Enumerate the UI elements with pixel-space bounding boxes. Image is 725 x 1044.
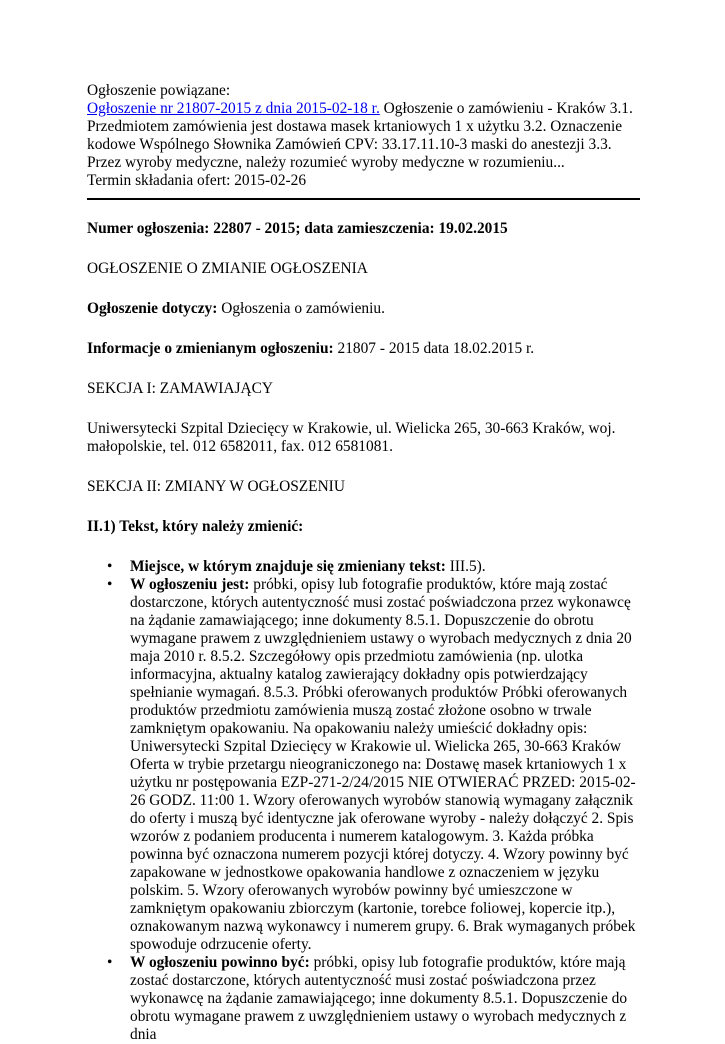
change-location-value: III.5). bbox=[449, 558, 486, 575]
related-notice-summary: Ogłoszenie o zamówieniu - Kraków 3.1. Przedmiotem zamówienia jest dostawa masek krtaniowych 1 x użytku 3.2. Oznaczenie kodowe Wspólnego Słownika Zamówień CPV: 33.17.11.10-3 maski do anestezji 3.3. Przez wyroby medyczne, należy rozumieć wyroby medyczne w rozumieniu... bbox=[87, 100, 633, 171]
new-text-label: W ogłoszeniu powinno być: bbox=[130, 954, 310, 971]
section-2-heading: SEKCJA II: ZMIANY W OGŁOSZENIU bbox=[87, 478, 345, 495]
list-item bbox=[130, 954, 640, 1044]
related-notice-link[interactable]: Ogłoszenie nr 21807-2015 z dnia 2015-02-18 r. bbox=[87, 100, 380, 117]
offer-deadline: Termin składania ofert: 2015-02-26 bbox=[87, 172, 307, 189]
list-item bbox=[130, 558, 640, 576]
changed-notice-info-value: 21807 - 2015 data 18.02.2015 r. bbox=[337, 340, 535, 357]
text-to-change-heading: II.1) Tekst, który należy zmienić: bbox=[87, 518, 304, 535]
section-1-heading: SEKCJA I: ZAMAWIAJĄCY bbox=[87, 380, 274, 397]
notice-title: OGŁOSZENIE O ZMIANIE OGŁOSZENIA bbox=[87, 260, 368, 277]
changed-notice-info-label: Informacje o zmienianym ogłoszeniu: bbox=[87, 340, 334, 357]
change-location-label: Miejsce, w którym znajduje się zmieniany tekst: bbox=[130, 558, 446, 575]
contracting-authority-address: Uniwersytecki Szpital Dziecięcy w Krakowie, ul. Wielicka 265, 30-663 Kraków, woj. małopolskie, tel. 012 6582011, fax. 012 6581081. bbox=[87, 420, 616, 455]
new-text-value: próbki, opisy lub fotografie produktów, które mają zostać dostarczone, których autentyczność musi zostać poświadczona przez wykonawcę na żądanie zamawiającego; inne dokumenty 8.5.1. Dopuszczenie do obrotu wymagane prawem z uwzględnieniem ustawy o wyrobach medycznych z dnia bbox=[130, 954, 628, 1043]
list-item bbox=[130, 576, 640, 954]
notice-concerns-value: Ogłoszenia o zamówieniu. bbox=[221, 300, 385, 317]
horizontal-divider bbox=[87, 198, 640, 200]
related-notice-paragraph bbox=[87, 100, 640, 172]
document-page bbox=[87, 82, 640, 1044]
changed-notice-info bbox=[87, 340, 640, 358]
notice-concerns bbox=[87, 300, 640, 318]
notice-number: Numer ogłoszenia: 22807 - 2015; data zamieszczenia: 19.02.2015 bbox=[87, 220, 508, 237]
notice-concerns-label: Ogłoszenie dotyczy: bbox=[87, 300, 218, 317]
related-heading: Ogłoszenie powiązane: bbox=[87, 82, 231, 99]
changes-list bbox=[87, 558, 640, 1044]
current-text-value: próbki, opisy lub fotografie produktów, które mają zostać dostarczone, których autentyczność musi zostać poświadczona przez wykonawcę na żądanie zamawiającego; inne dokumenty 8.5.1. Dopuszczenie do obrotu wymagane prawem z uwzględnieniem ustawy o wyrobach medycznych z dnia 20 maja 2010 r. 8.5.2. Szczegółowy opis przedmiotu zamówienia (np. ulotka informacyjna, aktualny katalog zawierający dokładny opis potwierdzający spełnianie wymagań. 8.5.3. Próbki oferowanych produktów Próbki oferowanych produktów przedmiotu zamówienia muszą zostać złożone osobno w trwale zamkniętym opakowaniu. Na opakowaniu należy umieścić dokładny opis: Uniwersytecki Szpital Dziecięcy w Krakowie ul. Wielicka 265, 30-663 Kraków Oferta w trybie przetargu nieograniczonego na: Dostawę masek krtaniowych 1 x użytku nr postępowania EZP-271-2/24/2015 NIE OTWIERAĆ PRZED: 2015-02-26 GODZ. 11:00 1. Wzory oferowanych wyrobów stanowią wymagany załącznik do oferty i muszą być identyczne jak oferowane wyroby - należy dołączyć 2. Spis wzorów z podaniem producenta i numerem katalogowym. 3. Każda próbka powinna być oznaczona numerem pozycji której dotyczy. 4. Wzory powinny być zapakowane w jednostkowe opakowania handlowe z oznaczeniem w języku polskim. 5. Wzory oferowanych wyrobów powinny być umieszczone w zamkniętym opakowaniu zbiorczym (kartonie, torebce foliowej, kopercie itp.), oznakowanym nazwą wykonawcy i numerem grupy. 6. Brak wymaganych próbek spowoduje odrzucenie oferty. bbox=[130, 576, 636, 953]
current-text-label: W ogłoszeniu jest: bbox=[130, 576, 250, 593]
